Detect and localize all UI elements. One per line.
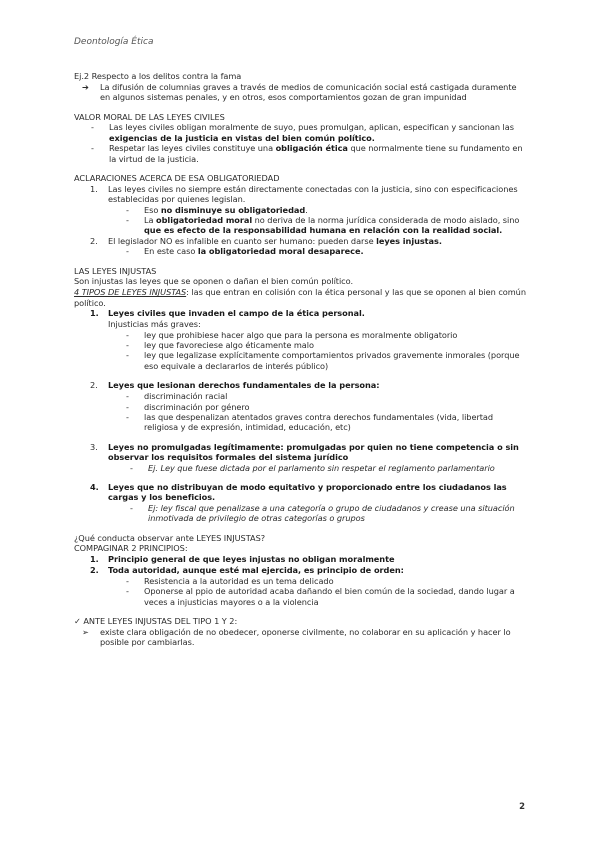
list-number: 1. <box>90 554 99 565</box>
list-item <box>74 184 526 205</box>
dash-marker: - <box>91 143 94 154</box>
list-item <box>74 330 526 340</box>
list-item <box>74 565 526 576</box>
arrow-icon: ➔ <box>82 81 89 92</box>
page-header: Deontología Ética <box>74 37 154 47</box>
list-item <box>74 554 526 565</box>
section-heading: ACLARACIONES ACERCA DE ESA OBLIGATORIEDAD <box>74 173 280 184</box>
list-item-text: ley que prohibiese hacer algo que para la persona es moralmente obligatorio <box>144 329 458 340</box>
list-item <box>74 246 526 256</box>
list-item <box>74 482 526 503</box>
list-item-text: Leyes civiles que invaden el campo de la ética personal. <box>108 308 365 319</box>
list-item-text: Eso no disminuye su obligatoriedad. <box>144 204 308 215</box>
list-item-text: ley que legalizase explícitamente comportamientos privados gravemente inmorales (porque eso equivale a declararlos de interés público) <box>144 350 520 371</box>
list-item-text: existe clara obligación de no obedecer, oponerse civilmente, no colaborar en su aplicación y hacer lo posible por cambiarlas. <box>100 626 511 648</box>
list-item-text: La obligatoriedad moral no deriva de la norma jurídica considerada de modo aislado, sino que es efecto de la responsabilidad humana en relación con la realidad social. <box>144 215 520 236</box>
list-item <box>74 412 526 433</box>
dash-marker: - <box>126 329 129 340</box>
list-item <box>74 586 526 607</box>
list-item <box>74 82 526 103</box>
dash-marker: - <box>126 575 129 586</box>
page-content <box>74 71 526 648</box>
example-text: Ej: ley fiscal que penalizase a una categoría o grupo de ciudadanos y crease una situación inmotivada de privilegio de otras categorías o grupos <box>148 502 515 524</box>
page-number: 2 <box>519 802 525 812</box>
example-title: Ej.2 Respecto a los delitos contra la fama <box>74 71 242 81</box>
list-item <box>74 205 526 215</box>
list-item <box>74 503 526 524</box>
list-item <box>74 143 526 164</box>
list-item-text: El legislador NO es infalible en cuanto ser humano: pueden darse leyes injustas. <box>108 235 442 246</box>
section-heading: ¿Qué conducta observar ante LEYES INJUSTAS? <box>74 532 266 543</box>
list-item-text: discriminación racial <box>144 391 228 402</box>
list-item-text: Resistencia a la autoridad es un tema delicado <box>144 575 334 586</box>
list-item <box>74 350 526 371</box>
section-heading: ✓ ANTE LEYES INJUSTAS DEL TIPO 1 Y 2: <box>74 615 238 626</box>
subheading: COMPAGINAR 2 PRINCIPIOS: <box>74 543 188 554</box>
section-heading: LAS LEYES INJUSTAS <box>74 265 157 276</box>
list-item-text: Leyes no promulgadas legítimamente: promulgadas por quien no tiene competencia o sin observar los requisitos formales del sistema jurídico <box>108 441 519 463</box>
list-number: 1. <box>90 183 98 194</box>
list-item-text: Leyes que no distribuyan de modo equitativo y proporcionado entre los ciudadanos las cargas y los beneficios. <box>108 481 507 503</box>
list-item <box>74 442 526 463</box>
list-item <box>74 576 526 586</box>
section-heading: VALOR MORAL DE LAS LEYES CIVILES <box>74 111 225 122</box>
dash-marker: - <box>126 215 129 226</box>
list-item-text: discriminación por género <box>144 401 250 412</box>
list-item-text: Respetar las leyes civiles constituye una obligación ética que normalmente tiene su fundamento en la virtud de la justicia. <box>109 143 523 164</box>
list-item <box>74 380 526 391</box>
list-item-text: Leyes que lesionan derechos fundamentales de la persona: <box>108 380 380 391</box>
list-item <box>74 215 526 236</box>
tipos-text: 4 TIPOS DE LEYES INJUSTAS: las que entran en colisión con la ética personal y las que se oponen al bien común político. <box>74 287 526 308</box>
dash-marker: - <box>126 401 129 412</box>
dash-marker: - <box>126 411 129 422</box>
list-item-text: Toda autoridad, aunque esté mal ejercida, es principio de orden: <box>108 564 404 575</box>
list-item <box>74 627 526 648</box>
list-number: 4. <box>90 481 99 492</box>
dash-marker: - <box>130 462 133 473</box>
list-number: 2. <box>90 564 99 575</box>
list-item-text: En este caso la obligatoriedad moral desaparece. <box>144 246 364 257</box>
list-item <box>74 391 526 401</box>
dash-marker: - <box>126 204 129 215</box>
list-number: 2. <box>90 380 98 391</box>
list-item <box>74 308 526 319</box>
list-item-text: La difusión de columnias graves a través de medios de comunicación social está castigada duramente en algunos sistemas penales, y en otros, esos comportamientos gozan de gran impunidad <box>100 81 517 103</box>
list-item <box>74 122 526 143</box>
list-number: 1. <box>90 308 99 319</box>
list-item <box>74 340 526 350</box>
list-item <box>74 236 526 246</box>
list-number: 3. <box>90 441 98 452</box>
list-item <box>74 463 526 473</box>
list-item-text: las que despenalizan atentados graves contra derechos fundamentales (vida, libertad religiosa y de expresión, intimidad, educación, etc) <box>144 411 494 433</box>
dash-marker: - <box>126 586 129 597</box>
list-item-text: Las leyes civiles obligan moralmente de suyo, pues promulgan, aplican, especifican y sancionan las exigencias de la justicia en vistas del bien común político. <box>109 122 514 143</box>
dash-marker: - <box>126 350 129 361</box>
sub-label: Injusticias más graves: <box>108 318 201 329</box>
dash-marker: - <box>126 340 129 351</box>
list-number: 2. <box>90 235 98 246</box>
dash-marker: - <box>130 502 133 513</box>
list-item-text: ley que favoreciese algo éticamente malo <box>144 340 314 351</box>
list-item-text: Principio general de que leyes injustas no obligan moralmente <box>108 554 395 565</box>
dash-marker: - <box>126 391 129 402</box>
arrowhead-icon: ➢ <box>82 626 89 637</box>
dash-marker: - <box>91 122 94 133</box>
example-text: Ej. Ley que fuese dictada por el parlamento sin respetar el reglamento parlamentario <box>148 462 495 473</box>
list-item-text: Oponerse al ppio de autoridad acaba dañando el bien común de la sociedad, dando lugar a veces a injusticias mayores o a la violencia <box>144 586 515 607</box>
dash-marker: - <box>126 246 129 257</box>
list-item <box>74 402 526 412</box>
intro-text: Son injustas las leyes que se oponen o dañan el bien común político. <box>74 276 353 287</box>
list-item-text: Las leyes civiles no siempre están directamente conectadas con la justicia, sino con especificaciones establecidas por quienes legislan. <box>108 183 518 205</box>
